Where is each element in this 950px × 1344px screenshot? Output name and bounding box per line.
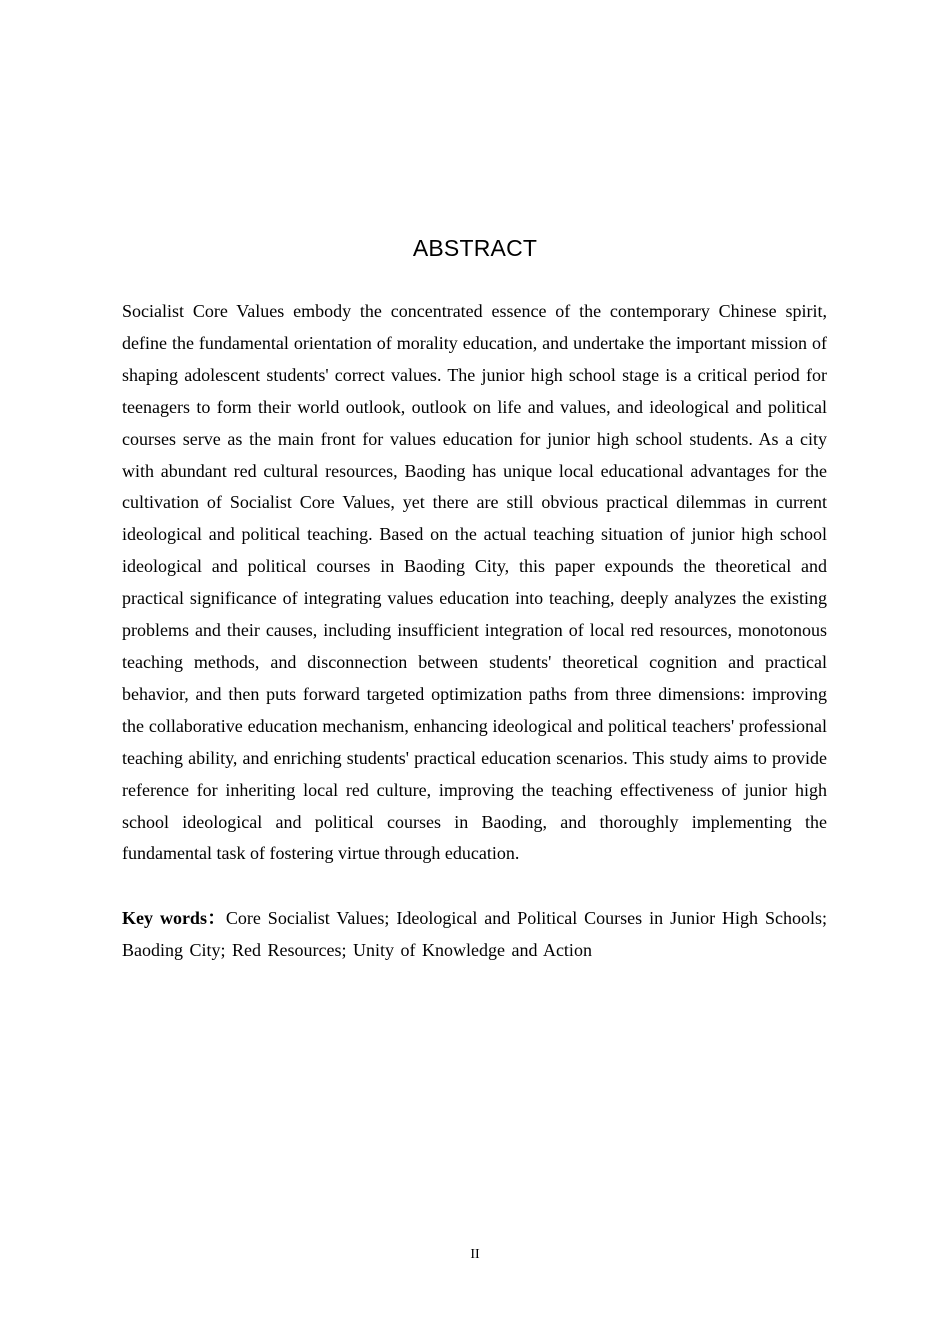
abstract-title: ABSTRACT bbox=[412, 235, 538, 261]
abstract-body: Socialist Core Values embody the concentrated essence of the contemporary Chinese spirit, define the fundamental orientation of morality education, and undertake the important mission of shaping adolescent students' correct values. The junior high school stage is a critical period for teenagers to form their world outlook, outlook on life and values, and ideological and political courses serve as the main front for values education for junior high school students. As a city with abundant red cultural resources, Baoding has unique local educational advantages for the cultivation of Socialist Core Values, yet there are still obvious practical dilemmas in current ideological and political teaching. Based on the actual teaching situation of junior high school ideological and political courses in Baoding City, this paper expounds the theoretical and practical significance of integrating values education into teaching, deeply analyzes the existing problems and their causes, including insufficient integration of local red resources, monotonous teaching methods, and disconnection between students' theoretical cognition and practical behavior, and then puts forward targeted optimization paths from three dimensions: improving the collaborative education mechanism, enhancing ideological and political teachers' professional teaching ability, and enriching students' practical education scenarios. This study aims to provide reference for inheriting local red culture, improving the teaching effectiveness of junior high school ideological and political courses in Baoding, and thoroughly implementing the fundamental task of fostering virtue through education. bbox=[122, 301, 827, 864]
page-number: II bbox=[470, 1247, 480, 1262]
keywords-label: Key words： bbox=[122, 908, 226, 928]
keywords-paragraph bbox=[122, 903, 827, 967]
keywords-list: Core Socialist Values; Ideological and Political Courses in Junior High Schools; Baoding City; Red Resources; Unity of Knowledge and Action bbox=[122, 908, 827, 960]
